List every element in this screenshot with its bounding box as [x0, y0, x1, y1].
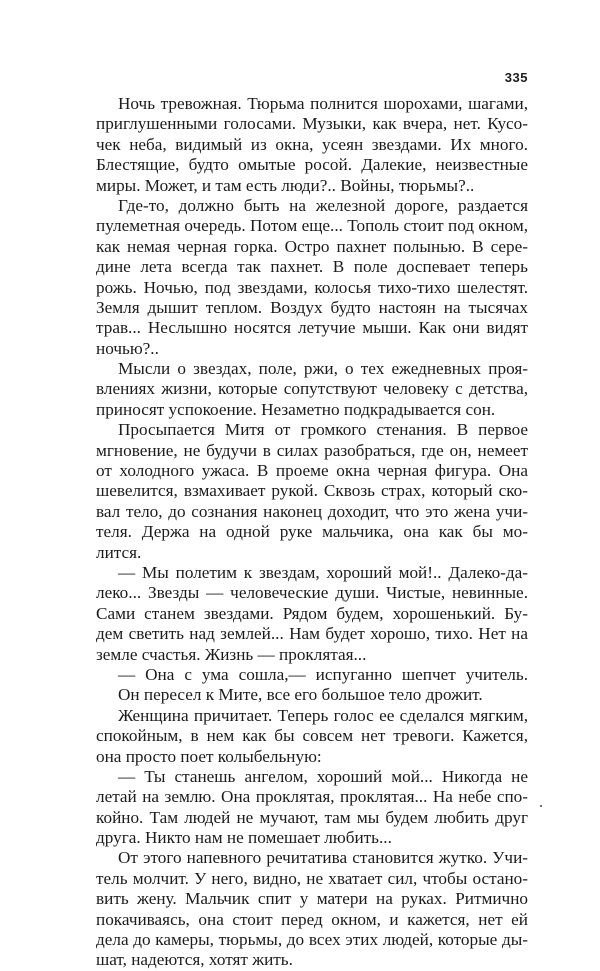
- text-line: приносят успокоение. Незаметно подкрадывается сон.: [96, 399, 496, 419]
- text-line: от холодного ужаса. В проеме окна черная фигура. Она: [96, 461, 528, 481]
- text-line: дела до камеры, тюрьмы, до всех этих людей, которые ды-: [96, 930, 528, 950]
- text-line: вал тело, до сознания наконец доходит, что это жена учи-: [96, 501, 528, 521]
- text-line: — Ты станешь ангелом, хороший мой... Никогда не: [118, 766, 528, 786]
- text-line: Сами станем звездами. Рядом будем, хорошенький. Бу-: [96, 603, 528, 623]
- text-line: теля. Держа на одной руке мальчика, она как бы мо-: [96, 522, 528, 542]
- text-line: Где-то, должно быть на железной дороге, раздается: [118, 195, 528, 215]
- text-line: покачиваясь, она стоит перед окном, и кажется, нет ей: [96, 909, 528, 929]
- text-line: шат, надеются, хотят жить.: [96, 950, 293, 970]
- text-line: как немая черная горка. Остро пахнет полынью. В сере-: [96, 236, 528, 256]
- text-line: Земля дышит теплом. Воздух будто настоян на тысячах: [96, 297, 528, 317]
- text-line: Он пересел к Мите, все его большое тело дрожит.: [118, 685, 483, 705]
- text-line: Ночь тревожная. Тюрьма полнится шорохами, шагами,: [118, 94, 528, 113]
- text-line: спокойным, в нем как бы совсем нет тревоги. Кажется,: [96, 726, 528, 746]
- text-line: дем светить над землей... Нам будет хорошо, тихо. Нет на: [96, 624, 528, 644]
- text-line: летай на землю. Она проклятая, проклятая... На небе спо-: [96, 787, 528, 807]
- print-speck: [540, 805, 542, 807]
- text-line: Мысли о звездах, поле, ржи, о тех ежедневных проя-: [118, 359, 528, 379]
- text-line: дине лета всегда так пахнет. В поле доспевает теперь: [96, 257, 528, 277]
- text-line: Блестящие, будто омытые росой. Далекие, неизвестные: [96, 155, 528, 175]
- text-line: влениях жизни, которые сопутствуют человеку с детства,: [96, 379, 528, 399]
- text-line: она просто поет колыбельную:: [96, 746, 322, 766]
- text-line: койно. Там людей не мучают, там мы будем любить друг: [96, 807, 528, 827]
- text-line: леко... Звезды — человеческие души. Чистые, невинные.: [96, 583, 528, 603]
- text-body: [96, 94, 528, 971]
- text-line: Просыпается Митя от громкого стенания. В первое: [118, 420, 528, 440]
- text-line: пулеметная очередь. Потом еще... Тополь стоит под окном,: [96, 216, 528, 236]
- page-number: 335: [504, 70, 528, 85]
- text-line: миры. Может, и там есть люди?.. Войны, тюрьмы?..: [96, 175, 475, 195]
- text-line: — Мы полетим к звездам, хороший мой!.. Далеко-да-: [118, 562, 528, 582]
- text-line: трав... Неслышно носятся летучие мыши. Как они видят: [96, 318, 528, 338]
- text-line: Женщина причитает. Теперь голос ее сделался мягким,: [118, 705, 528, 725]
- text-line: мгновение, не будучи в силах разобраться, где он, немеет: [96, 440, 528, 460]
- text-line: рожь. Ночью, под звездами, колосья тихо-тихо шелестят.: [96, 277, 528, 297]
- text-line: друга. Никто нам не помешает любить...: [96, 828, 392, 848]
- text-line: приглушенными голосами. Музыки, как вчера, нет. Кусо-: [96, 114, 528, 134]
- text-line: ночью?..: [96, 338, 159, 358]
- text-line: вить жену. Мальчик спит у матери на руках. Ритмично: [96, 889, 528, 909]
- text-line: шевелится, взмахивает рукой. Сквозь страх, который ско-: [96, 481, 528, 501]
- text-line: — Она с ума сошла,— испуганно шепчет учитель.: [118, 664, 528, 684]
- text-line: От этого напевного речитатива становится жутко. Учи-: [118, 848, 528, 868]
- text-line: лится.: [96, 542, 142, 562]
- text-line: тель молчит. У него, видно, не хватает сил, чтобы остано-: [96, 868, 528, 888]
- text-line: земле счастья. Жизнь — проклятая...: [96, 644, 367, 664]
- text-line: чек неба, видимый из окна, усеян звездами. Их много.: [96, 134, 528, 154]
